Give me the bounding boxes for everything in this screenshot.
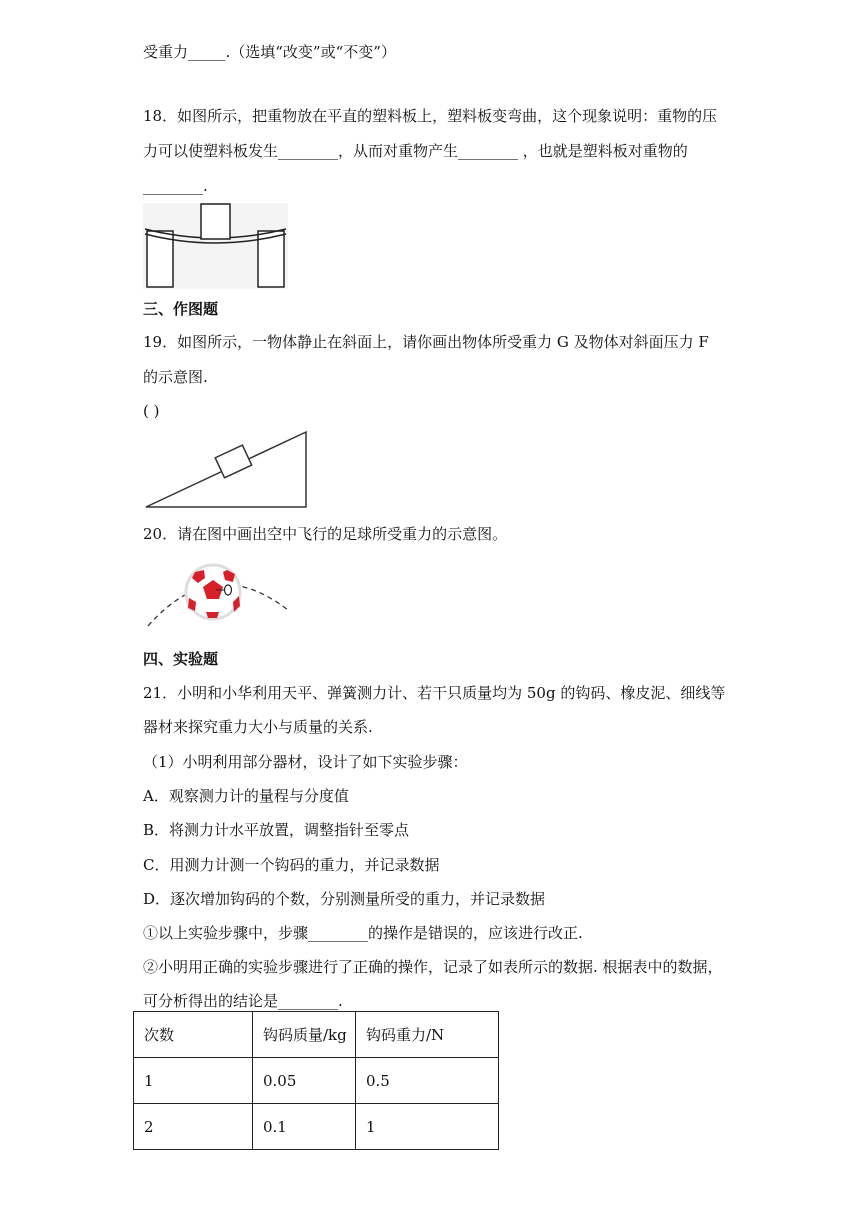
- q21-line-2: 器材来探究重力大小与质量的关系.: [143, 718, 373, 736]
- q19-answer-bracket: ( ): [143, 402, 160, 420]
- q18-line-3: ________.: [143, 177, 208, 195]
- incline-figure: [143, 428, 311, 510]
- q19-line-1: 19．如图所示，一物体静止在斜面上，请你画出物体所受重力 G 及物体对斜面压力 F: [143, 333, 709, 351]
- q18-line-2: 力可以使塑料板发生________，从而对重物产生________ ，也就是塑料板对重物的: [143, 142, 688, 160]
- sub-question-2-line-2: 可分析得出的结论是________.: [143, 992, 343, 1010]
- q18-line-1: 18．如图所示，把重物放在平直的塑料板上，塑料板变弯曲，这个现象说明：重物的压: [143, 107, 718, 125]
- q21-line-1: 21．小明和小华利用天平、弹簧测力计、若干只质量均为 50g 的钩码、橡皮泥、细线等: [143, 684, 726, 702]
- section-3-heading: 三、作图题: [143, 300, 219, 318]
- table-cell: 0.1: [253, 1104, 356, 1150]
- q17-tail: 受重力_____.（选填“改变”或“不变”）: [143, 43, 396, 61]
- table-header-row: [134, 1012, 499, 1058]
- soccer-ball-figure: [143, 558, 293, 630]
- table-cell: 0.05: [253, 1058, 356, 1104]
- bent-board-figure: [143, 203, 288, 289]
- q21-part-1: （1）小明利用部分器材，设计了如下实验步骤：: [143, 753, 468, 771]
- table-row: [134, 1058, 499, 1104]
- table-cell: 0.5: [356, 1058, 499, 1104]
- sub-question-2-line-1: ②小明用正确的实验步骤进行了正确的操作，记录了如表所示的数据. 根据表中的数据，: [143, 958, 723, 976]
- q19-line-2: 的示意图.: [143, 368, 208, 386]
- header-cell-count: 次数: [134, 1012, 253, 1058]
- sub-question-1: ①以上实验步骤中，步骤________的操作是错误的，应该进行改正.: [143, 924, 583, 942]
- table-cell: 1: [134, 1058, 253, 1104]
- table-row: [134, 1104, 499, 1150]
- step-d: D．逐次增加钩码的个数，分别测量所受的重力，并记录数据: [143, 890, 546, 908]
- table-cell: 1: [356, 1104, 499, 1150]
- data-table: [133, 1011, 499, 1150]
- table-cell: 2: [134, 1104, 253, 1150]
- section-4-heading: 四、实验题: [143, 650, 219, 668]
- header-cell-mass: 钩码质量/kg: [253, 1012, 356, 1058]
- step-b: B．将测力计水平放置，调整指针至零点: [143, 821, 410, 839]
- step-c: C．用测力计测一个钩码的重力，并记录数据: [143, 856, 440, 874]
- header-cell-weight: 钩码重力/N: [356, 1012, 499, 1058]
- q20-line: 20．请在图中画出空中飞行的足球所受重力的示意图。: [143, 525, 508, 543]
- step-a: A．观察测力计的量程与分度值: [143, 787, 349, 805]
